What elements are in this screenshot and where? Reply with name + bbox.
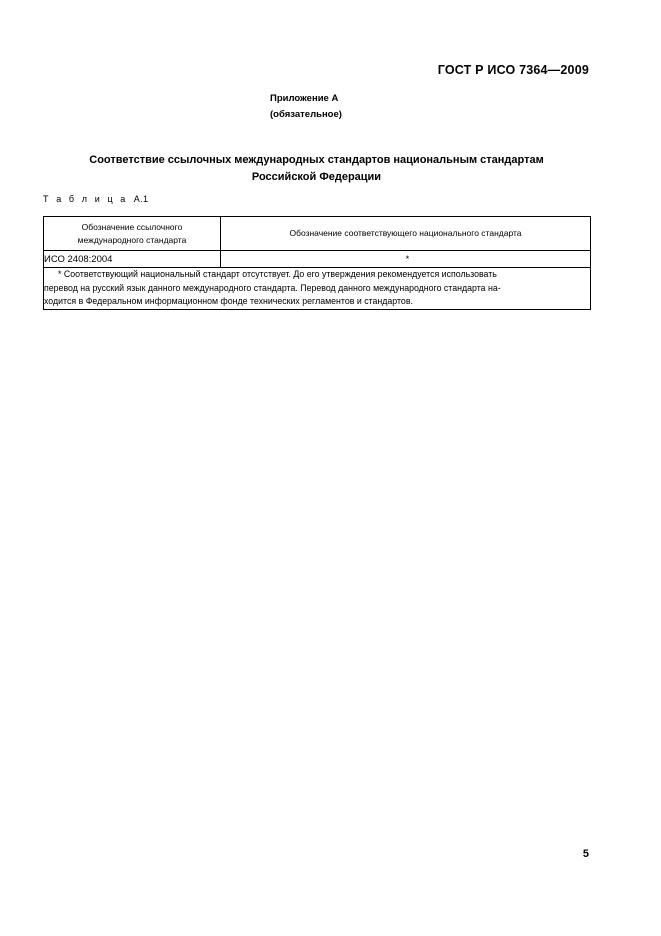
page-number: 5 xyxy=(582,848,589,860)
table-header-row xyxy=(44,217,591,251)
table-footnote-text-1: Соответствующий национальный стандарт отсутствует. До его утверждения рекомендуется использовать xyxy=(63,269,497,279)
table-caption-label: Т а б л и ц а xyxy=(43,194,128,204)
table-row xyxy=(44,251,591,268)
table-footnote-line-3: ходится в Федеральном информационном фонде технических регламентов и стандартов. xyxy=(44,296,413,307)
table-header-reference-line-2: международного стандарта xyxy=(77,234,187,245)
table-caption xyxy=(43,194,148,204)
running-head: ГОСТ Р ИСО 7364—2009 xyxy=(437,63,589,77)
table-header-national-standard: Обозначение соответствующего национального стандарта xyxy=(221,217,591,251)
correspondence-table xyxy=(43,216,591,310)
annex-title-line-2: Российской Федерации xyxy=(251,171,382,183)
annex-title xyxy=(43,152,590,186)
table-header-reference-standard xyxy=(44,217,221,251)
table-header-reference-line-1: Обозначение ссылочного xyxy=(81,222,183,232)
cell-reference-standard: ИСО 2408:2004 xyxy=(44,251,221,268)
footnote-marker: * xyxy=(58,269,62,279)
table-footnote-row xyxy=(44,268,591,310)
cell-national-standard: * xyxy=(221,251,591,268)
table-footnote-line-1 xyxy=(44,268,590,282)
annex-title-line-1: Соответствие ссылочных международных стандартов национальным стандартам xyxy=(89,154,544,166)
table-footnote-line-2: перевод на русский язык данного международного стандарта. Перевод данного международного стандарта на- xyxy=(44,282,501,293)
table-footnote xyxy=(44,268,591,310)
annex-kind: (обязательное) xyxy=(270,108,342,120)
annex-heading-block xyxy=(270,91,342,122)
annex-label: Приложение А xyxy=(270,93,339,104)
table-caption-number: А.1 xyxy=(133,194,149,204)
